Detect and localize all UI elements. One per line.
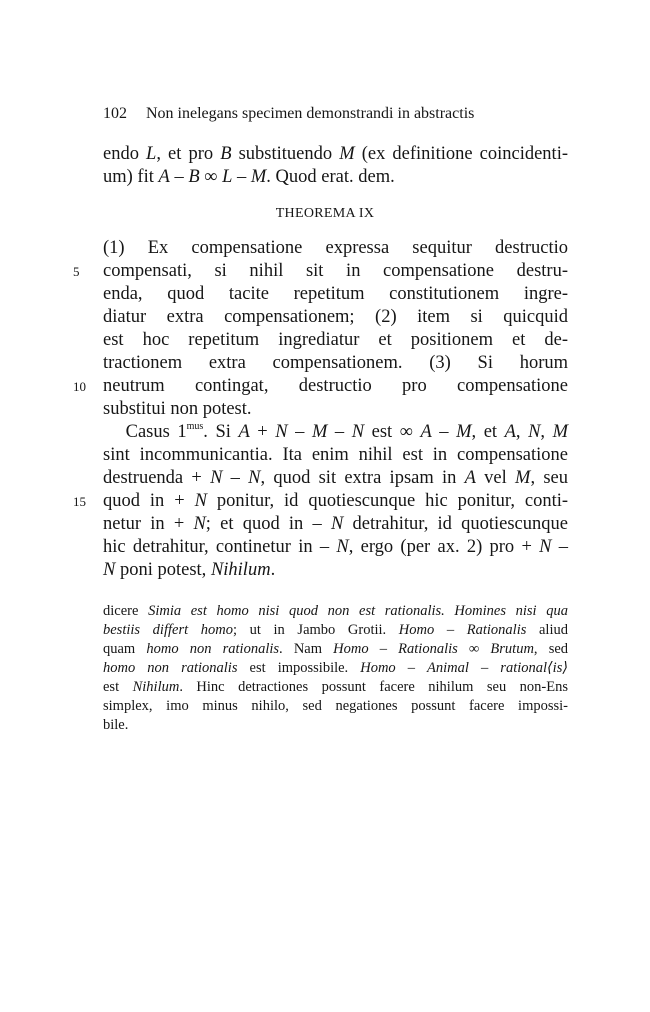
casus-line: quod in + N ponitur, id quotiescunque hic ponitur, conti- bbox=[103, 491, 569, 511]
line-number: 10 bbox=[73, 379, 86, 394]
footnote-line: homo non rationalis est impossibile. Homo – Animal – rational⟨is⟩ bbox=[103, 660, 569, 676]
footnote-line: quam homo non rationalis. Nam Homo – Rationalis ∞ Brutum, sed bbox=[103, 641, 569, 657]
line-number: 15 bbox=[73, 494, 86, 509]
theorem-line: diatur extra compensationem; (2) item si quicquid bbox=[103, 307, 568, 327]
casus-line: Casus $1^{mus}$. Si A + N – M – N est ∞ A – M, et A, N, M bbox=[103, 421, 569, 442]
theorem-heading: THEOREMA IX bbox=[275, 206, 375, 221]
running-title: Non inelegans specimen demonstrandi in abstractis bbox=[146, 105, 475, 122]
footnote-line: bile. bbox=[103, 717, 129, 733]
casus-line: sint incommunicantia. Ita enim nihil est in compensatione bbox=[103, 445, 568, 465]
intro-line: um) fit A – B ∞ L – M. Quod erat. dem. bbox=[103, 167, 395, 187]
theorem-line: est hoc repetitum ingrediatur et positionem et de- bbox=[103, 330, 568, 350]
running-header bbox=[103, 104, 474, 124]
casus-line: N poni potest, Nihilum. bbox=[103, 560, 276, 580]
intro-line: endo L, et pro B substituendo M (ex definitione coincidenti- bbox=[103, 144, 568, 164]
casus-line: destruenda + N – N, quod sit extra ipsam in A vel M, seu bbox=[103, 468, 568, 488]
theorem-line: enda, quod tacite repetitum constitutionem ingre- bbox=[103, 284, 568, 304]
theorem-line: substitui non potest. bbox=[103, 399, 252, 419]
footnote-line: bestiis differt homo; ut in Jambo Grotii. Homo – Rationalis aliud bbox=[103, 622, 568, 638]
page-number: 102 bbox=[103, 105, 127, 122]
theorem-line: (1) Ex compensatione expressa sequitur destructio bbox=[103, 238, 568, 258]
footnote-line: simplex, imo minus nihilo, sed negationes possunt facere impossi- bbox=[103, 698, 568, 714]
casus-line: hic detrahitur, continetur in – N, ergo (per ax. 2) pro + N – bbox=[103, 537, 569, 557]
theorem-line: compensati, si nihil sit in compensatione destru- bbox=[103, 261, 568, 281]
footnote-line: dicere Simia est homo nisi quod non est rationalis. Homines nisi qua bbox=[103, 603, 568, 619]
theorem-line: neutrum contingat, destructio pro compensatione bbox=[103, 376, 568, 396]
casus-line: netur in + N; et quod in – N detrahitur, id quotiescunque bbox=[103, 514, 568, 534]
theorem-line: tractionem extra compensationem. (3) Si horum bbox=[103, 353, 568, 373]
footnote-line: est Nihilum. Hinc detractiones possunt facere nihilum seu non-Ens bbox=[103, 679, 568, 695]
line-number: 5 bbox=[73, 264, 80, 279]
